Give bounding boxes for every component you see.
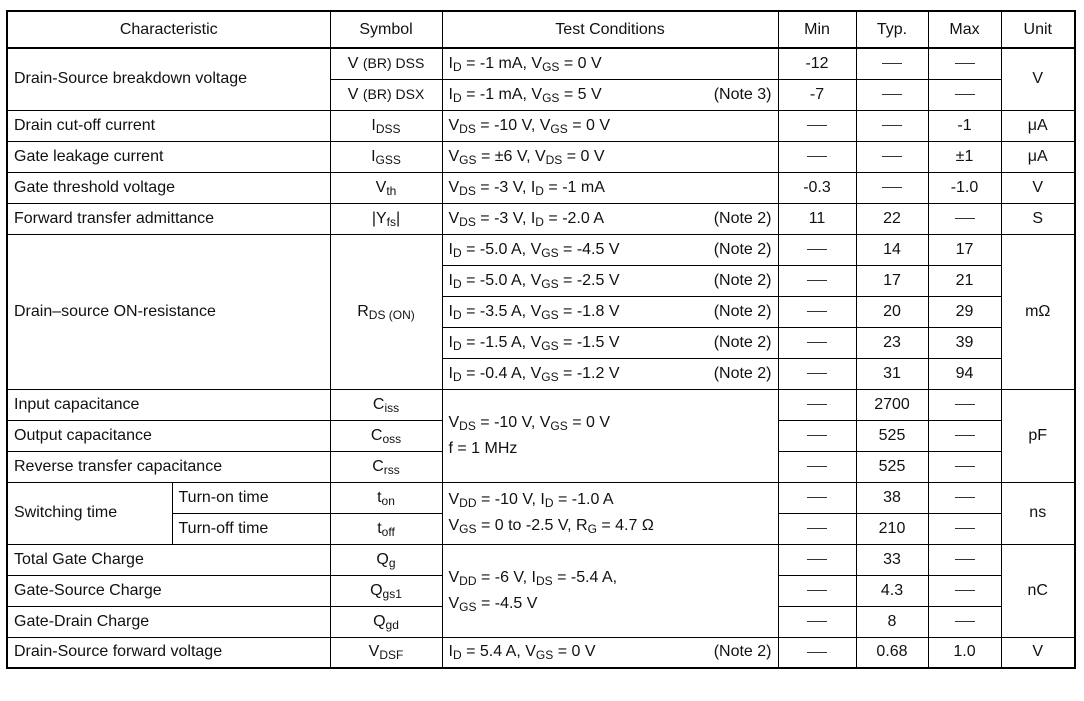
unit-cell: ns bbox=[1001, 482, 1075, 544]
typ-cell: 31 bbox=[856, 358, 928, 389]
dash-mark bbox=[807, 249, 827, 250]
typ-cell bbox=[856, 141, 928, 172]
condition-cell bbox=[442, 482, 778, 544]
table-row bbox=[7, 482, 1075, 513]
dash-mark bbox=[807, 652, 827, 653]
unit-cell: S bbox=[1001, 203, 1075, 234]
condition-text: $V_{DD} = -6$ V, $I_{DS} = -5.4$ A, bbox=[448, 568, 618, 588]
characteristic-cell: Drain–source ON-resistance bbox=[7, 234, 330, 389]
characteristic-cell: Gate-Drain Charge bbox=[7, 606, 330, 637]
dash-mark bbox=[955, 559, 975, 560]
condition-cell bbox=[442, 79, 778, 110]
min-cell bbox=[778, 482, 856, 513]
max-cell bbox=[928, 482, 1001, 513]
characteristic-cell: Drain-Source forward voltage bbox=[7, 637, 330, 668]
typ-cell: 33 bbox=[856, 544, 928, 575]
header-typ: Typ. bbox=[856, 11, 928, 48]
condition-cell bbox=[442, 110, 778, 141]
typ-cell: 0.68 bbox=[856, 637, 928, 668]
symbol-cell: $C_{iss}$ bbox=[330, 389, 442, 420]
sub-characteristic-cell: Turn-on time bbox=[172, 482, 330, 513]
min-cell bbox=[778, 575, 856, 606]
condition-cell bbox=[442, 172, 778, 203]
min-cell: -7 bbox=[778, 79, 856, 110]
min-cell bbox=[778, 420, 856, 451]
min-cell bbox=[778, 606, 856, 637]
min-cell bbox=[778, 513, 856, 544]
characteristic-cell: Drain cut-off current bbox=[7, 110, 330, 141]
min-cell bbox=[778, 451, 856, 482]
condition-text: $V_{GS} = -4.5$ V bbox=[448, 594, 538, 614]
dash-mark bbox=[807, 621, 827, 622]
condition-cell: $I_D = -3.5$ A, $V_{GS} = -1.8$ V (Note 2) bbox=[442, 296, 778, 327]
symbol-cell: $C_{rss}$ bbox=[330, 451, 442, 482]
characteristic-cell: Input capacitance bbox=[7, 389, 330, 420]
min-cell bbox=[778, 110, 856, 141]
max-cell bbox=[928, 451, 1001, 482]
condition-text: $V_{GS} = 0$ to -2.5 V, $R_G = 4.7$ Ω bbox=[448, 517, 654, 536]
condition-text: $I_D = 5.4$ A, $V_{GS} = 0$ V bbox=[448, 643, 596, 663]
min-cell bbox=[778, 327, 856, 358]
table-row bbox=[7, 637, 1075, 668]
condition-cell bbox=[442, 389, 778, 482]
typ-cell: 22 bbox=[856, 203, 928, 234]
note-label: (Note 3) bbox=[713, 85, 772, 103]
max-cell: 94 bbox=[928, 358, 1001, 389]
min-cell bbox=[778, 296, 856, 327]
typ-cell: 8 bbox=[856, 606, 928, 637]
condition-cell bbox=[442, 637, 778, 668]
typ-cell: 525 bbox=[856, 451, 928, 482]
header-max: Max bbox=[928, 11, 1001, 48]
symbol-cell: V (BR) DSX bbox=[330, 79, 442, 110]
min-cell: -12 bbox=[778, 48, 856, 79]
characteristic-cell: Gate-Source Charge bbox=[7, 575, 330, 606]
max-cell bbox=[928, 606, 1001, 637]
characteristic-cell: Total Gate Charge bbox=[7, 544, 330, 575]
characteristic-cell: Switching time bbox=[7, 482, 172, 544]
symbol-cell: $R_{DS (ON)}$ bbox=[330, 234, 442, 389]
condition-cell: $I_D = -5.0$ A, $V_{GS} = -4.5$ V (Note 2) bbox=[442, 234, 778, 265]
min-cell: 11 bbox=[778, 203, 856, 234]
condition-text: $V_{DS} = -10$ V, $V_{GS} = 0$ V bbox=[448, 413, 611, 433]
dash-mark bbox=[807, 342, 827, 343]
characteristic-cell: Gate leakage current bbox=[7, 141, 330, 172]
min-cell bbox=[778, 637, 856, 668]
max-cell bbox=[928, 420, 1001, 451]
symbol-cell: $t_{off}$ bbox=[330, 513, 442, 544]
note-label: (Note 2) bbox=[713, 643, 772, 661]
characteristic-cell: Gate threshold voltage bbox=[7, 172, 330, 203]
max-cell: 39 bbox=[928, 327, 1001, 358]
dash-mark bbox=[882, 94, 902, 95]
header-row bbox=[7, 11, 1075, 48]
min-cell bbox=[778, 265, 856, 296]
max-cell: -1.0 bbox=[928, 172, 1001, 203]
min-cell bbox=[778, 389, 856, 420]
condition-cell: $I_D = -0.4$ A, $V_{GS} = -1.2$ V (Note 2) bbox=[442, 358, 778, 389]
condition-text: $V_{DD} = -10$ V, $I_D = -1.0$ A bbox=[448, 491, 614, 511]
table-row bbox=[7, 48, 1075, 79]
table-row bbox=[7, 203, 1075, 234]
note-label: (Note 2) bbox=[713, 271, 772, 289]
dash-mark bbox=[807, 125, 827, 126]
electrical-characteristics-table bbox=[6, 10, 1076, 669]
typ-cell: 14 bbox=[856, 234, 928, 265]
max-cell: -1 bbox=[928, 110, 1001, 141]
note-label: (Note 2) bbox=[713, 240, 772, 258]
typ-cell: 17 bbox=[856, 265, 928, 296]
unit-cell: nC bbox=[1001, 544, 1075, 637]
max-cell bbox=[928, 389, 1001, 420]
dash-mark bbox=[955, 590, 975, 591]
dash-mark bbox=[955, 218, 975, 219]
dash-mark bbox=[955, 528, 975, 529]
max-cell: 29 bbox=[928, 296, 1001, 327]
max-cell: 17 bbox=[928, 234, 1001, 265]
unit-cell: V bbox=[1001, 637, 1075, 668]
characteristic-cell: Forward transfer admittance bbox=[7, 203, 330, 234]
dash-mark bbox=[807, 373, 827, 374]
dash-mark bbox=[807, 559, 827, 560]
dash-mark bbox=[882, 187, 902, 188]
condition-text: $I_D = -1$ mA, $V_{GS} = 0$ V bbox=[448, 54, 602, 74]
symbol-cell: $Q_{gd}$ bbox=[330, 606, 442, 637]
dash-mark bbox=[955, 404, 975, 405]
dash-mark bbox=[807, 404, 827, 405]
dash-mark bbox=[882, 63, 902, 64]
characteristic-cell: Reverse transfer capacitance bbox=[7, 451, 330, 482]
max-cell bbox=[928, 575, 1001, 606]
symbol-cell: $|Y_{fs}|$ bbox=[330, 203, 442, 234]
typ-cell bbox=[856, 110, 928, 141]
symbol-cell: $Q_{gs1}$ bbox=[330, 575, 442, 606]
table-row bbox=[7, 389, 1075, 420]
dash-mark bbox=[807, 435, 827, 436]
dash-mark bbox=[955, 94, 975, 95]
dash-mark bbox=[807, 497, 827, 498]
max-cell bbox=[928, 513, 1001, 544]
sub-characteristic-cell: Turn-off time bbox=[172, 513, 330, 544]
typ-cell: 20 bbox=[856, 296, 928, 327]
min-cell bbox=[778, 141, 856, 172]
dash-mark bbox=[807, 156, 827, 157]
unit-cell: mΩ bbox=[1001, 234, 1075, 389]
min-cell bbox=[778, 234, 856, 265]
table-row bbox=[7, 234, 1075, 265]
unit-cell: μA bbox=[1001, 141, 1075, 172]
typ-cell: 525 bbox=[856, 420, 928, 451]
header-unit: Unit bbox=[1001, 11, 1075, 48]
typ-cell: 4.3 bbox=[856, 575, 928, 606]
dash-mark bbox=[807, 311, 827, 312]
table-row bbox=[7, 544, 1075, 575]
condition-cell: $I_D = -1.5$ A, $V_{GS} = -1.5$ V (Note 2) bbox=[442, 327, 778, 358]
dash-mark bbox=[955, 63, 975, 64]
condition-cell: $I_D = -5.0$ A, $V_{GS} = -2.5$ V (Note 2) bbox=[442, 265, 778, 296]
max-cell: 21 bbox=[928, 265, 1001, 296]
condition-text: $V_{DS} = -3$ V, $I_D = -2.0$ A bbox=[448, 209, 605, 229]
header-min: Min bbox=[778, 11, 856, 48]
unit-cell: pF bbox=[1001, 389, 1075, 482]
typ-cell bbox=[856, 48, 928, 79]
symbol-cell: $I_{GSS}$ bbox=[330, 141, 442, 172]
min-cell bbox=[778, 544, 856, 575]
condition-cell bbox=[442, 48, 778, 79]
dash-mark bbox=[882, 125, 902, 126]
condition-cell bbox=[442, 544, 778, 637]
typ-cell bbox=[856, 172, 928, 203]
table-row bbox=[7, 110, 1075, 141]
dash-mark bbox=[807, 590, 827, 591]
condition-cell bbox=[442, 141, 778, 172]
header-characteristic: Characteristic bbox=[7, 11, 330, 48]
header-test-conditions: Test Conditions bbox=[442, 11, 778, 48]
table-row bbox=[7, 141, 1075, 172]
typ-cell: 210 bbox=[856, 513, 928, 544]
condition-text: $V_{GS} = \pm 6$ V, $V_{DS} = 0$ V bbox=[448, 147, 605, 167]
symbol-cell: $I_{DSS}$ bbox=[330, 110, 442, 141]
unit-cell: V bbox=[1001, 172, 1075, 203]
dash-mark bbox=[807, 466, 827, 467]
symbol-cell: $Q_g$ bbox=[330, 544, 442, 575]
dash-mark bbox=[955, 497, 975, 498]
max-cell: ±1 bbox=[928, 141, 1001, 172]
unit-cell: μA bbox=[1001, 110, 1075, 141]
max-cell bbox=[928, 544, 1001, 575]
characteristic-cell: Output capacitance bbox=[7, 420, 330, 451]
symbol-cell: V (BR) DSS bbox=[330, 48, 442, 79]
condition-text: $V_{DS} = -3$ V, $I_D = -1$ mA bbox=[448, 178, 605, 198]
typ-cell bbox=[856, 79, 928, 110]
max-cell bbox=[928, 79, 1001, 110]
symbol-cell: $V_{DSF}$ bbox=[330, 637, 442, 668]
min-cell bbox=[778, 358, 856, 389]
dash-mark bbox=[955, 466, 975, 467]
header-symbol: Symbol bbox=[330, 11, 442, 48]
dash-mark bbox=[807, 528, 827, 529]
characteristic-cell: Drain-Source breakdown voltage bbox=[7, 48, 330, 110]
condition-text: $I_D = -1$ mA, $V_{GS} = 5$ V bbox=[448, 85, 602, 105]
note-label: (Note 2) bbox=[713, 333, 772, 351]
max-cell bbox=[928, 48, 1001, 79]
condition-text: $V_{DS} = -10$ V, $V_{GS} = 0$ V bbox=[448, 116, 611, 136]
dash-mark bbox=[807, 280, 827, 281]
min-cell: -0.3 bbox=[778, 172, 856, 203]
typ-cell: 2700 bbox=[856, 389, 928, 420]
note-label: (Note 2) bbox=[713, 209, 772, 227]
unit-cell: V bbox=[1001, 48, 1075, 110]
table-row bbox=[7, 172, 1075, 203]
note-label: (Note 2) bbox=[713, 364, 772, 382]
dash-mark bbox=[955, 621, 975, 622]
condition-cell bbox=[442, 203, 778, 234]
max-cell: 1.0 bbox=[928, 637, 1001, 668]
symbol-cell: $C_{oss}$ bbox=[330, 420, 442, 451]
typ-cell: 38 bbox=[856, 482, 928, 513]
symbol-cell: $V_{th}$ bbox=[330, 172, 442, 203]
note-label: (Note 2) bbox=[713, 302, 772, 320]
dash-mark bbox=[955, 435, 975, 436]
max-cell bbox=[928, 203, 1001, 234]
dash-mark bbox=[882, 156, 902, 157]
condition-text: f = 1 MHz bbox=[448, 439, 518, 457]
typ-cell: 23 bbox=[856, 327, 928, 358]
symbol-cell: $t_{on}$ bbox=[330, 482, 442, 513]
